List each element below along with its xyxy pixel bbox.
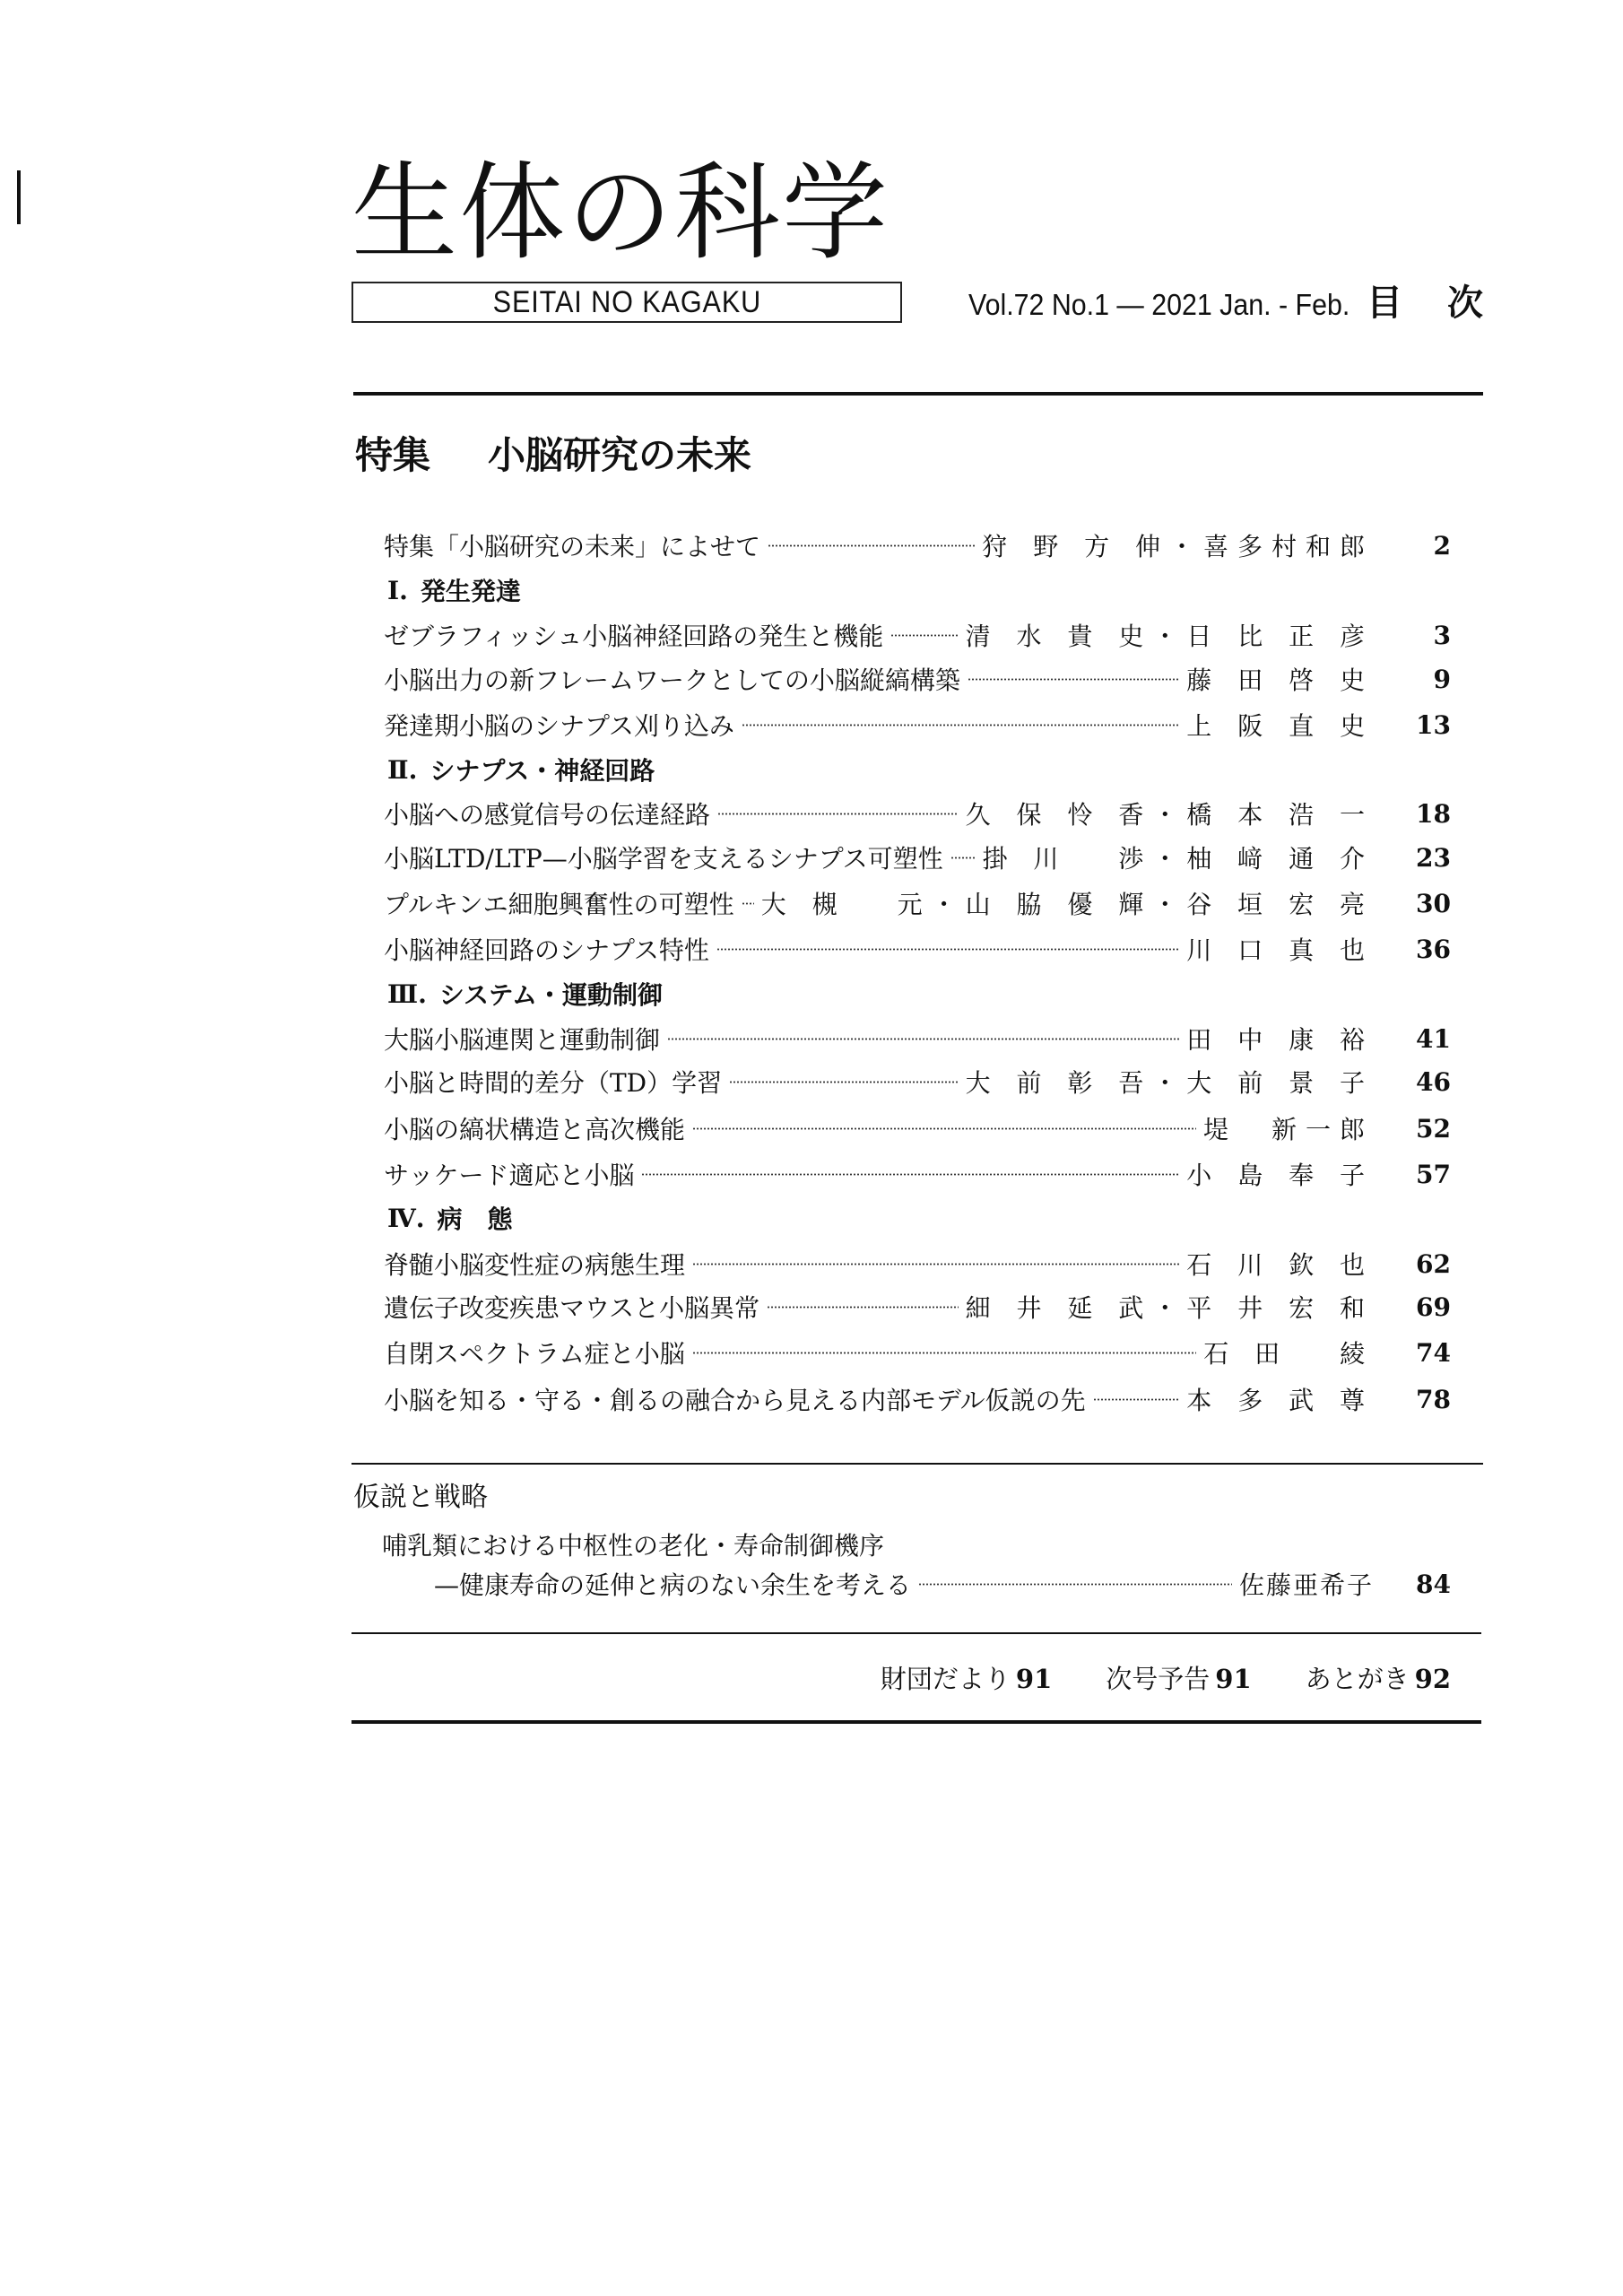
section-title: 病 態 — [437, 1205, 513, 1234]
leader-dots — [641, 1172, 1179, 1176]
entry-page: 9 — [1433, 664, 1451, 694]
footer-item-foundation-news[interactable] — [881, 1659, 1052, 1696]
entry-page: 74 — [1416, 1337, 1451, 1368]
entry-authors: 清 水 貴 史・日 比 正 彦 — [965, 622, 1374, 651]
toc-entry[interactable] — [384, 885, 1451, 921]
entry-authors: 堤 新一郎 — [1202, 1115, 1374, 1144]
footer-bottom-rule — [352, 1720, 1481, 1724]
entry-title: 発達期小脳のシナプス刈り込み — [384, 711, 734, 741]
leader-dots — [768, 544, 975, 547]
entry-title: 脊髄小脳変性症の病態生理 — [384, 1250, 686, 1280]
toc-entry[interactable] — [384, 1246, 1451, 1282]
journal-romaji: SEITAI NO KAGAKU — [492, 284, 761, 319]
journal-romaji-box — [352, 282, 902, 323]
entry-page: 84 — [1416, 1569, 1451, 1599]
entry-title: —健康寿命の延伸と病のない余生を考える — [434, 1570, 912, 1600]
entry-page: 78 — [1416, 1384, 1451, 1414]
section-title: シナプス・神経回路 — [430, 756, 655, 786]
hypothesis-strategy-heading: 仮説と戦略 — [353, 1482, 488, 1513]
leader-dots — [742, 723, 1179, 726]
toc-entry[interactable] — [384, 617, 1451, 653]
entry-page: 57 — [1416, 1159, 1451, 1189]
leader-dots — [890, 633, 958, 637]
leader-dots — [729, 1080, 958, 1083]
toc-entry[interactable] — [384, 661, 1451, 697]
entry-authors: 細 井 延 武・平 井 宏 和 — [965, 1293, 1374, 1323]
toc-entry[interactable] — [384, 931, 1451, 967]
leader-dots — [742, 901, 754, 905]
section-title: 発生発達 — [420, 577, 521, 606]
toc-entry[interactable] — [384, 527, 1451, 563]
hypothesis-entry-title-line1[interactable]: 哺乳類における中枢性の老化・寿命制御機序 — [382, 1531, 885, 1561]
entry-authors: 掛 川 渉・柚 﨑 通 介 — [982, 844, 1374, 874]
toc-entry[interactable] — [384, 1335, 1451, 1370]
entry-title: 大脳小脳連関と運動制御 — [384, 1025, 661, 1055]
toc-label-ji: 次 — [1447, 283, 1483, 324]
leader-dots — [717, 812, 959, 815]
entry-page: 18 — [1416, 798, 1451, 829]
entry-authors: 上 阪 直 史 — [1186, 711, 1374, 741]
entry-page: 69 — [1416, 1292, 1451, 1322]
entry-title: 小脳と時間的差分（TD）学習 — [384, 1068, 723, 1098]
entry-title: 小脳への感覚信号の伝達経路 — [384, 800, 711, 830]
footer-item-label: 次号予告 — [1106, 1663, 1211, 1694]
toc-entry[interactable] — [384, 1156, 1451, 1192]
header-rule — [353, 392, 1483, 396]
leader-dots — [692, 1126, 1196, 1130]
entry-page: 46 — [1416, 1066, 1451, 1097]
leader-dots — [767, 1305, 958, 1309]
entry-page: 13 — [1416, 709, 1451, 740]
entry-title: 小脳LTD/LTP—小脳学習を支えるシナプス可塑性 — [384, 844, 943, 874]
section-heading-4 — [387, 1200, 513, 1236]
footer-item-page: 91 — [1015, 1663, 1053, 1694]
leader-dots — [1093, 1397, 1180, 1401]
leader-dots — [692, 1262, 1179, 1265]
entry-title: 小脳神経回路のシナプス特性 — [384, 935, 709, 965]
entry-title: ゼブラフィッシュ小脳神経回路の発生と機能 — [384, 622, 884, 651]
footer-item-afterword[interactable] — [1306, 1659, 1451, 1696]
section-number: Ⅲ. — [387, 978, 427, 1009]
entry-authors: 大 前 彰 吾・大 前 景 子 — [965, 1068, 1374, 1098]
entry-authors: 久 保 怜 香・橋 本 浩 一 — [965, 800, 1374, 830]
entry-authors: 川 口 真 也 — [1186, 935, 1374, 965]
entry-page: 2 — [1433, 530, 1451, 561]
toc-label-moku: 目 — [1367, 283, 1402, 324]
feature-title: 小脳研究の未来 — [488, 433, 752, 477]
section-number: Ⅰ. — [387, 575, 408, 605]
entry-authors: 佐藤亜希子 — [1238, 1570, 1374, 1600]
leader-dots — [918, 1582, 1232, 1586]
entry-authors: 田 中 康 裕 — [1186, 1025, 1374, 1055]
entry-title: 小脳の縞状構造と高次機能 — [384, 1115, 686, 1144]
footer-top-rule — [352, 1632, 1481, 1634]
entry-page: 36 — [1416, 934, 1451, 964]
entry-page: 3 — [1433, 620, 1451, 650]
leader-dots — [692, 1351, 1196, 1354]
toc-entry[interactable] — [384, 1381, 1451, 1417]
footer-items — [834, 1657, 1451, 1697]
footer-item-label: 財団だより — [880, 1663, 1011, 1694]
entry-page: 30 — [1416, 888, 1451, 918]
toc-entry-hypothesis[interactable] — [434, 1566, 1451, 1602]
section-number: Ⅳ. — [387, 1203, 425, 1233]
entry-authors: 石 田 綾 — [1203, 1339, 1374, 1369]
feature-heading — [355, 432, 751, 479]
entry-title: 特集「小脳研究の未来」によせて — [384, 532, 761, 561]
entry-title: 遺伝子改変疾患マウスと小脳異常 — [384, 1293, 760, 1323]
section-title: システム・運動制御 — [438, 980, 664, 1010]
toc-entry[interactable] — [384, 1110, 1451, 1146]
section-heading-1 — [387, 572, 521, 608]
toc-entry[interactable] — [384, 1289, 1451, 1325]
toc-entry[interactable] — [384, 796, 1451, 831]
entry-title: 自閉スペクトラム症と小脳 — [384, 1339, 685, 1369]
journal-title: 生体の科学 — [352, 151, 890, 274]
footer-item-page: 91 — [1215, 1663, 1252, 1694]
leader-dots — [667, 1037, 1179, 1040]
entry-authors: 大 槻 元・山 脇 優 輝・谷 垣 宏 亮 — [760, 890, 1374, 919]
footer-item-next-issue[interactable] — [1106, 1659, 1251, 1696]
issue-info: Vol.72 No.1 — 2021 Jan. - Feb. — [968, 288, 1350, 321]
scan-edge-mark — [17, 170, 21, 224]
entry-title: プルキンエ細胞興奮性の可塑性 — [384, 890, 734, 919]
entry-authors: 石 川 欽 也 — [1186, 1250, 1374, 1280]
leader-dots — [950, 856, 976, 859]
entry-page: 23 — [1416, 842, 1451, 873]
entry-page: 41 — [1416, 1023, 1451, 1054]
toc-entry[interactable] — [384, 1021, 1451, 1057]
entry-authors: 藤 田 啓 史 — [1186, 665, 1374, 695]
leader-dots — [968, 677, 1179, 681]
entry-authors: 狩 野 方 伸・喜多村和郎 — [982, 532, 1374, 561]
entry-title: サッケード適応と小脳 — [384, 1161, 635, 1190]
entry-title: 小脳出力の新フレームワークとしての小脳縦縞構築 — [384, 665, 960, 695]
section-heading-3 — [387, 976, 663, 1012]
entry-authors: 本 多 武 尊 — [1186, 1386, 1374, 1415]
entry-authors: 小 島 奉 子 — [1186, 1161, 1374, 1190]
toc-entry[interactable] — [384, 839, 1451, 875]
entry-page: 52 — [1416, 1113, 1451, 1144]
section-divider-rule — [352, 1463, 1483, 1465]
leader-dots — [716, 947, 1179, 951]
footer-item-page: 92 — [1414, 1663, 1451, 1694]
entry-title: 小脳を知る・守る・創るの融合から見える内部モデル仮説の先 — [384, 1386, 1086, 1415]
toc-entry[interactable] — [384, 1064, 1451, 1100]
section-number: Ⅱ. — [387, 754, 418, 785]
footer-item-label: あとがき — [1305, 1663, 1410, 1694]
entry-page: 62 — [1416, 1248, 1451, 1279]
toc-entry[interactable] — [384, 707, 1451, 743]
feature-label: 特集 — [355, 433, 431, 477]
section-heading-2 — [387, 752, 655, 787]
